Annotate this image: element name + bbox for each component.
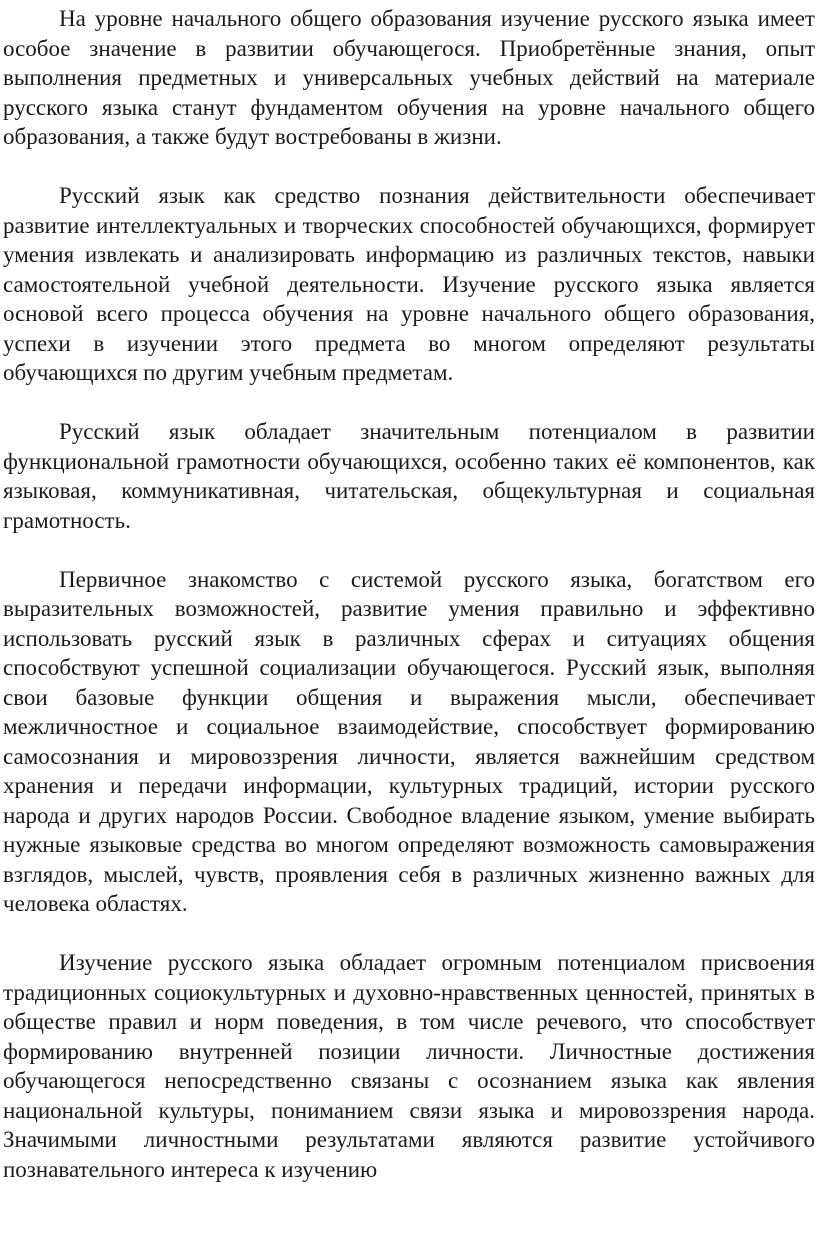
paragraph-1: На уровне начального общего образования изучение русского языка имеет особое значение в развитии обучающегося. Приобретённые знания, опыт выполнения предметных и универсальных учебных действий на материале русского языка станут фундаментом обучения на уровне начального общего образования, а также будут востребованы в жизни. <box>3 6 815 149</box>
paragraph-4: Первичное знакомство с системой русского языка, богатством его выразительных возможностей, развитие умения правильно и эффективно использовать русский язык в различных сферах и ситуациях общения способствуют успешной социализации обучающегося. Русский язык, выполняя свои базовые функции общения и выражения мысли, обеспечивает межличностное и социальное взаимодействие, способствует формированию самосознания и мировоззрения личности, является важнейшим средством хранения и передачи информации, культурных традиций, истории русского народа и других народов России. Свободное владение языком, умение выбирать нужные языковые средства во многом определяют возможность самовыражения взглядов, мыслей, чувств, проявления себя в различных жизненно важных для человека областях. <box>3 566 815 916</box>
paragraph-5: Изучение русского языка обладает огромным потенциалом присвоения традиционных социокультурных и духовно-нравственных ценностей, принятых в обществе правил и норм поведения, в том числе речевого, что способствует формированию внутренней позиции личности. Личностные достижения обучающегося непосредственно связаны с осознанием языка как явления национальной культуры, пониманием связи языка и мировоззрения народа. Значимыми личностными результатами являются развитие устойчивого познавательного интереса к изучению <box>3 950 815 1182</box>
paragraph-3: Русский язык обладает значительным потенциалом в развитии функциональной грамотности обучающихся, особенно таких её компонентов, как языковая, коммуникативная, читательская, общекультурная и социальная грамотность. <box>3 419 815 533</box>
paragraph-2: Русский язык как средство познания действительности обеспечивает развитие интеллектуальных и творческих способностей обучающихся, формирует умения извлекать и анализировать информацию из различных текстов, навыки самостоятельной учебной деятельности. Изучение русского языка является основой всего процесса обучения на уровне начального общего образования, успехи в изучении этого предмета во многом определяют результаты обучающихся по другим учебным предметам. <box>3 183 815 385</box>
